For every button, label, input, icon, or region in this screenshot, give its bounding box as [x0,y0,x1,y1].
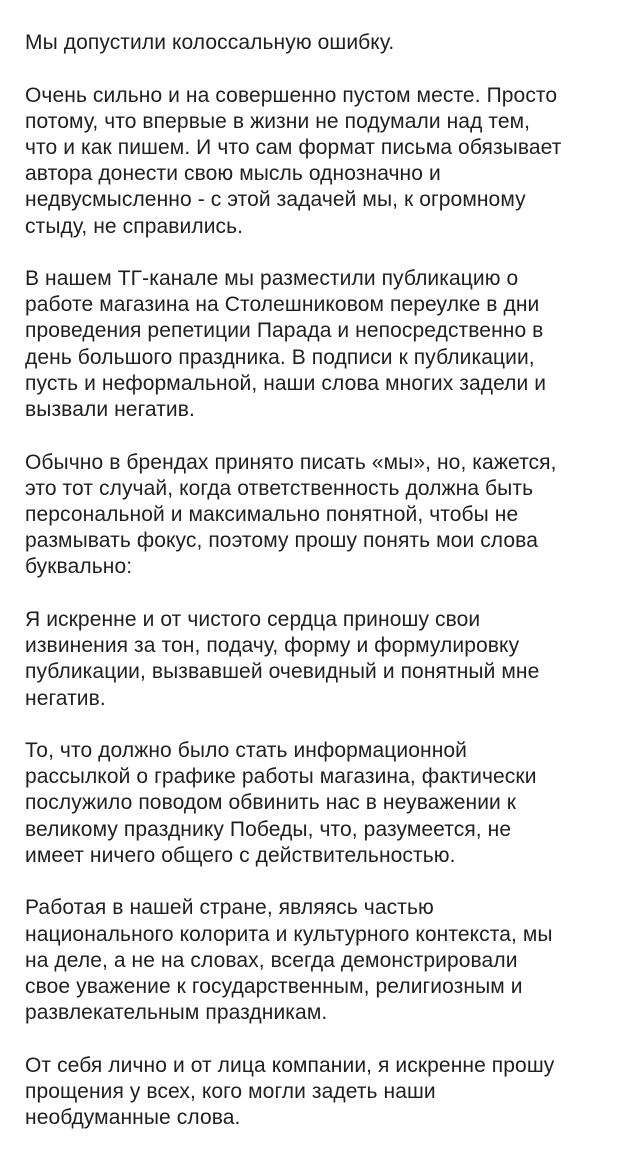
text-line: буквально: [25,555,133,579]
text-line: прощения у всех, кого могли задеть наши [25,1079,436,1103]
text-line: Мы допустили колоссальную ошибку. [25,31,395,54]
text-line: автора донести свою мысль однозначно и [25,162,441,186]
text-line: В нашем ТГ-канале мы разместили публикацию о [25,267,519,291]
text-line: проведения репетиции Парада и непосредственно в [25,319,544,343]
text-line: день большого праздника. В подписи к публикации, [25,345,535,369]
text-line: пусть и неформальной, наши слова многих задели и [25,371,547,395]
text-line: персональной и максимально понятной, чтобы не [25,502,519,526]
text-line: потому, что впервые в жизни не подумали над тем, [25,109,531,133]
paragraph [25,895,630,1026]
paragraph [25,266,630,423]
paragraph [25,450,630,581]
text-line: рассылкой о графике работы магазина, фактически [25,765,537,789]
text-line: негатив. [25,686,106,710]
text-line: что и как пишем. И что сам формат письма обязывает [25,135,562,159]
apology-letter [25,30,630,1158]
text-line: Я искренне и от чистого сердца приношу свои [25,607,481,631]
text-line: Очень сильно и на совершенно пустом месте. Просто [25,83,558,107]
text-line: публикации, вызвавшей очевидный и понятный мне [25,660,540,684]
text-line: размывать фокус, поэтому прошу понять мои слова [25,529,538,553]
paragraph [25,1053,630,1132]
text-line: национального колорита и культурного контекста, мы [25,922,553,946]
paragraph [25,83,630,240]
paragraph [25,738,630,869]
text-line: Работая в нашей стране, являясь частью [25,896,434,920]
text-line: Обычно в брендах принято писать «мы», но, кажется, [25,450,557,474]
paragraph [25,30,630,56]
text-line: имеет ничего общего с действительностью. [25,843,456,867]
text-line: недвусмысленно - с этой задачей мы, к огромному [25,188,526,212]
text-line: на деле, а не на словах, всегда демонстрировали [25,948,518,972]
text-line: вызвали негатив. [25,398,195,422]
text-line: извинения за тон, подачу, форму и формулировку [25,634,520,658]
text-line: То, что должно было стать информационной [25,739,467,763]
text-line: От себя лично и от лица компании, я искренне прошу [25,1053,555,1077]
text-line: свое уважение к государственным, религиозным и [25,974,523,998]
text-line: послужило поводом обвинить нас в неуважении к [25,791,517,815]
text-line: стыду, не справились. [25,214,244,238]
paragraph [25,607,630,712]
text-line: великому празднику Победы, что, разумеется, не [25,817,512,841]
text-line: работе магазина на Столешниковом переулке в дни [25,293,540,317]
text-line: необдуманные слова. [25,1106,241,1130]
text-line: развлекательным праздникам. [25,1001,328,1025]
text-line: это тот случай, когда ответственность должна быть [25,476,534,500]
